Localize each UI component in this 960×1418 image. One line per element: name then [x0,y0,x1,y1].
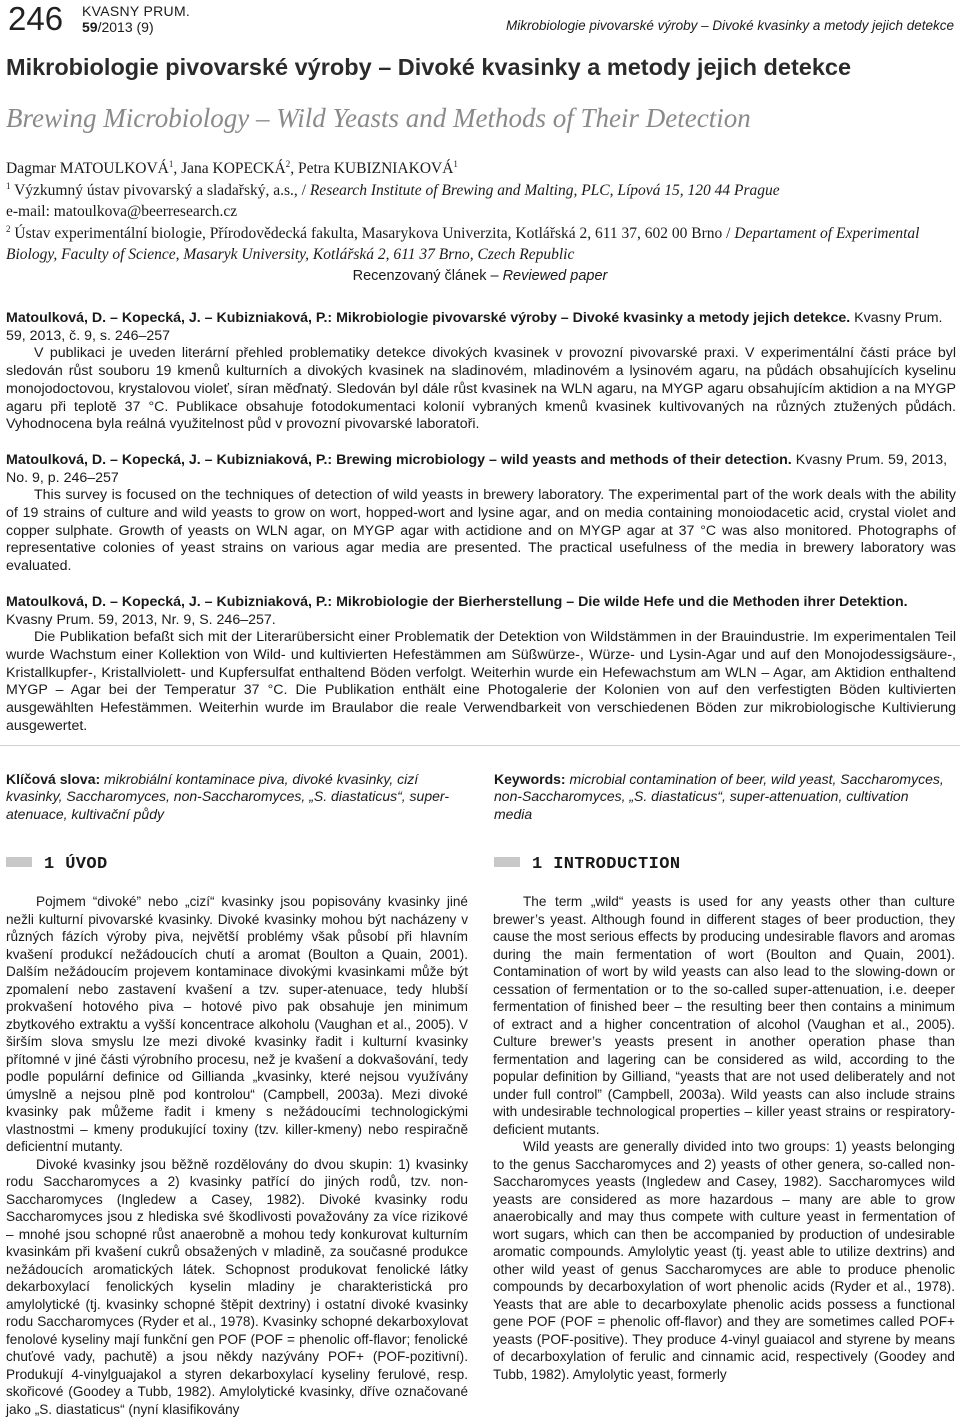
affiliation-2: $^2$ Ústav experimentální biologie, Přírodovědecká fakulta, Masarykova Univerzita, Kotlářská 2, 611 37, 602 00 Brno / Departament of Experimental Biology, Faculty of Science, Masaryk University, Kotlářská 2, 611 37 Brno, Czech Republic [6,223,956,266]
author-list: Dagmar MATOULKOVÁ$^1$, Jana KOPECKÁ$^2$, Petra KUBIZNIAKOVÁ$^1$ [6,158,956,180]
abstracts [6,310,956,753]
citation-czech: Matoulková, D. – Kopecká, J. – Kubizniaková, P.: Mikrobiologie pivovarské výroby – Divoké kvasinky a metody jejich detekce. Kvasny Prum. 59, 2013, č. 9, s. 246–257 [6,310,956,345]
divider [0,745,960,746]
citation-english: Matoulková, D. – Kopecká, J. – Kubizniaková, P.: Brewing microbiology – wild yeasts and methods of their detection. Kvasny Prum. 59, 2013, No. 9, p. 246–257 [6,452,956,487]
heading-bar-icon [6,857,32,867]
volume: 59 [82,19,98,35]
journal-name: KVASNY PRUM. [82,3,190,19]
running-title: Mikrobiologie pivovarské výroby – Divoké kvasinky a metody jejich detekce [506,18,954,33]
heading-bar-icon [494,857,520,867]
paragraph: Wild yeasts are generally divided into two groups: 1) yeasts belonging to the genus Saccharomyces and 2) yeasts of other genera, so-called non-Saccharomyces yeasts (Ingledew and Casey, 1982). Saccharomyces wild yeasts are considered as more hazardous – many are able to grow anaerobically and may thus compete with culture yeast in fermentation of wort sugars, which can then be accompanied by production of undesirable aromatic compounds. Amylolytic yeast (tj. yeast able to utilize dextrins) and other wild yeast of genus Saccharomyces are able to produce phenolic compounds by decarboxylation of wort phenolic acids (Ryder et al., 1978). Yeasts that are able to decarboxylate phenolic acids possess a functional gene POF (POF = phenolic off-flavor) and they are sometimes called POF+ yeasts (POF-positive). They produce 4-vinyl guaiacol and styrene by means of decarboxylation of ferulic and cinnamic acid, respectively (Goodey and Tubb, 1982). Amylolytic yeast, formerly [493,1138,955,1383]
issue-info [82,19,154,36]
authors-affiliations [6,158,956,266]
body-column-english [493,893,955,1383]
keywords-czech: Klíčová slova: mikrobiální kontaminace piva, divoké kvasinky, cizí kvasinky, Saccharomyces, non-Saccharomyces, „S. diastaticus“, super-atenuace, kultivační půdy [6,771,458,823]
page-number: 246 [8,0,63,38]
email[interactable]: e-mail: matoulkova@beerresearch.cz [6,201,956,223]
abstract-text-german: Die Publikation befaßt sich mit der Literarübersicht einer Problematik der Detektion von Wildstämmen in der Brauindustrie. Im experimentalen Teil wurde Wachstum einer Kollektion von Wild- und kultivierten Hefestämmen am Süßwürze-, Würze- und Lysin-Agar und auf den Monojodessigsäure-, Kristallkupfer-, Kristallviolett- und Kupfersulfat enthaltend Böden verfolgt. Weiterhin wurde ein Hefewachstum am WLN – Agar, am Aktidion enthaltend MYGP – Agar bei der Temperatur 37 °C. Die Publikation enthält eine Photogalerie der Kolonien von auf den verfestigten Böden kultivierten ausgewählten Hefestämmen. Weiterhin wurde im Braulabor die reale Verwendbarkeit von verschiedenen Böden zur mikrobiologische Kultivierung ausgewertet. [6,629,956,735]
paragraph: Divoké kvasinky jsou běžně rozdělovány do dvou skupin: 1) kvasinky rodu Saccharomyces a 2) kvasinky patřící do jiných rodů, tzv. non-Saccharomyces (Ingledew a Casey, 1982). Divoké kvasinky rodu Saccharomyces jsou z hlediska své škodlivosti považovány za více rizikové – mnohé jsou schopné růst anaerobně a mohou tedy konkurovat kulturním kvasinkám při kvašení cukrů obsažených v mladině, za současné produkce nežádoucích aromatických látek. Schopnost produkovat fenolické látky dekarboxylací fenolických kyselin mladiny je charakteristická pro amylolytické (tj. kvasinky schopné štěpit dextriny) i ostatní divoké kvasinky rodu Saccharomyces (Ryder et al., 1978). Kvasinky schopné dekarboxylovat fenolové kyseliny mají funkční gen POF (POF = phenolic off-flavor; fenolické chuťové vady, pachutě) a jsou někdy nazývány POF+ (POF-pozitivní). Produkují 4-vinylguajakol a styren dekarboxylací kyseliny ferulové, resp. skořicové (Goodey a Tubb, 1982). Amylolytické kvasinky, dříve označované jako „S. diastaticus“ (nyní klasifikovány [6,1156,468,1418]
abstract-english [6,452,956,576]
citation-german: Matoulková, D. – Kopecká, J. – Kubizniaková, P.: Mikrobiologie der Bierherstellung – Die wilde Hefe und die Methoden ihrer Detektion. Kvasny Prum. 59, 2013, Nr. 9, S. 246–257. [6,594,956,629]
paragraph: The term „wild“ yeasts is used for any yeasts other than culture brewer’s yeast. Although found in different stages of beer production, they cause the most serious effects by producing undesirable flavors and aromas during the main fermentation of wort (Boulton and Quain, 2001). Contamination of wort by wild yeasts can also lead to the slowing-down or cessation of fermentation or to the so-called super-attenuation, i.e. deeper fermentation of finished beer – the resulting beer then contains a minimum of extract and a higher concentration of alcohol (Vaughan et al., 2005). Culture brewer’s yeasts present in another operation phase than fermentation and lagering can be considered as wild, according to the popular definition by Gilliand, “yeasts that are not used deliberately and not under full control” (Campbell, 2003a). Wild yeasts can also include strains with undesirable technological properties – killer yeast strains or respiratory-deficient mutants. [493,893,955,1138]
keywords-english: Keywords: microbial contamination of beer, wild yeast, Saccharomyces, non-Saccharomyces, „S. diastaticus“, super-attenuation, cultivation media [494,771,946,823]
reviewed-paper-label: Recenzovaný článek – Reviewed paper [0,268,960,284]
body-column-czech [6,893,468,1418]
abstract-text-czech: V publikaci je uveden literární přehled problematiky detekce divokých kvasinek v provozní pivovarské praxi. V experimentální části práce byl sledován růst souboru 19 kmenů kulturních a divokých kvasinek na sladinovém, mladinovém a lysinovém agaru, na půdách obsahujících kyselinu monojodoctovou, krystalovou violeť, síran měďnatý. Sledován byl dále růst kvasinek na WLN agaru, na MYGP agaru obsahujícím aktidion a na MYGP agaru při teplotě 37 °C. Publikace obsahuje fotodokumentaci kolonií vybraných kmenů kvasinek kultivovaných na různých ztužených půdách. Vyhodnocena byla reálná využitelnost půd v provozní pivovarské laboratoři. [6,345,956,434]
section-heading-english: 1 INTRODUCTION [494,855,680,874]
abstract-german [6,594,956,736]
section-heading-czech: 1 ÚVOD [6,855,108,874]
affiliation-1: $^1$ Výzkumný ústav pivovarský a sladařský, a.s., / Research Institute of Brewing and Malting, PLC, Lípová 15, 120 44 Prague [6,180,956,202]
paragraph: Pojmem “divoké” nebo „cizí“ kvasinky jsou popisovány kvasinky jiné nežli kulturní pivovarské kvasinky. Divoké kvasinky mohou být nacházeny v různých fázích výroby piva, největší problémy však působí při hlavním kvašení produkcí nežádoucích chutí a aromat (Boulton a Quain, 2001). Dalším nežádoucím projevem kontaminace divokými kvasinkami může být zpomalení nebo zastavení kvašení a tzv. super-atenuace, tedy hlubší prokvašení hotového piva – hotové pivo pak obsahuje jen minimum zbytkového extraktu a vyšší koncentrace alkoholu (Vaughan et al., 2005). V širším slova smyslu lze mezi divoké kvasinky řadit i kulturní kvasinky přítomné v jiné části výrobního procesu, než je kvašení a dokvašování, tedy podle populární definice od Gillianda „kvasinky, které nejsou využívány úmyslně a nejsou plně pod kontrolou“ (Campbell, 2003a). Mezi divoké kvasinky pak můžeme řadit i kmeny s nežádoucími technologickými vlastnostmi – kmeny produkující toxiny (tzv. killer-kmeny) nebo respiračně deficientní mutanty. [6,893,468,1156]
year-issue: /2013 (9) [98,19,154,35]
article-title-czech: Mikrobiologie pivovarské výroby – Divoké kvasinky a metody jejich detekce [6,53,851,81]
abstract-text-english: This survey is focused on the techniques of detection of wild yeasts in brewery laboratory. The experimental part of the work deals with the ability of 19 strains of culture and wild yeasts to grow on wort, hopped-wort and lysine agar, and on media containing monoiodacetic acid, crystal violet and copper sulphate. Growth of yeasts on WLN agar, on MYGP agar with actidione and on MYGP agar at 37 °C was also monitored. Photographs of representative colonies of yeast strains on various agar media are presented. The practical usefulness of the media in brewery laboratory was evaluated. [6,487,956,576]
abstract-czech [6,310,956,434]
article-title-english: Brewing Microbiology – Wild Yeasts and Methods of Their Detection [6,102,751,134]
page-header [0,0,960,40]
